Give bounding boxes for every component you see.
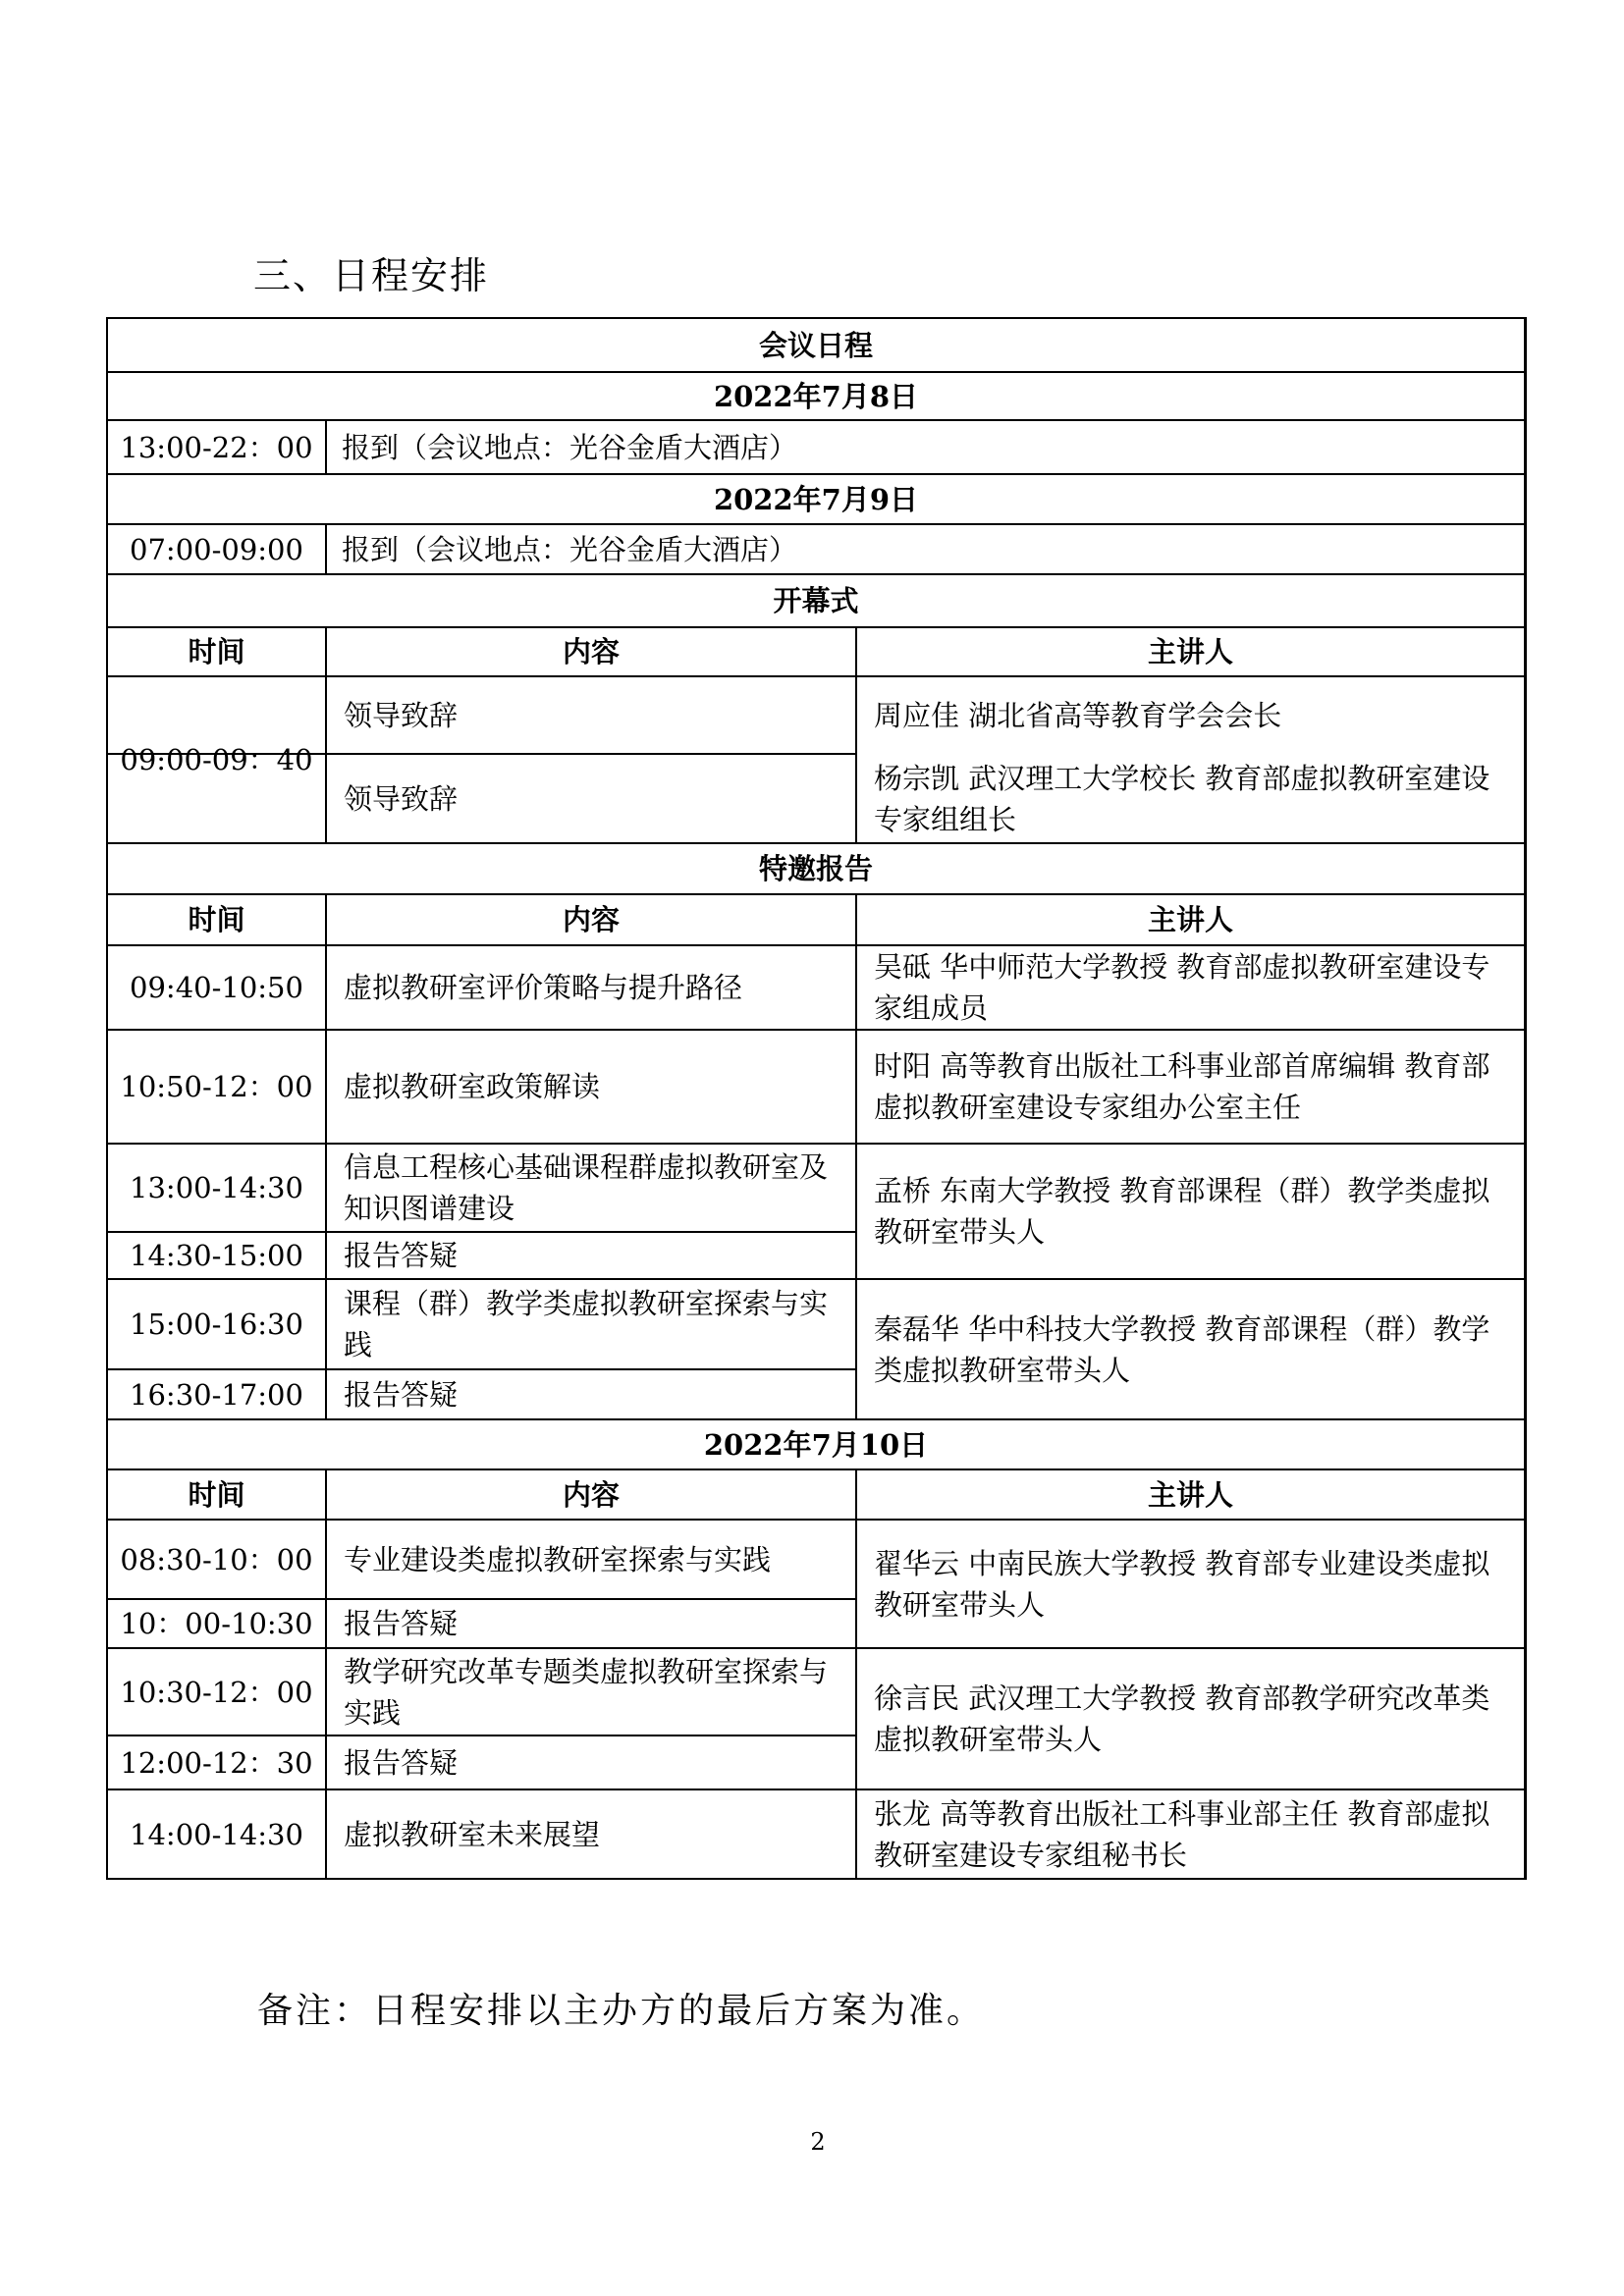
header-speaker: 主讲人 (1147, 635, 1233, 668)
col-divider (855, 1468, 857, 1880)
time-cell: 07:00-09:00 (130, 532, 303, 566)
speaker-cell: 时阳 高等教育出版社工科事业部首席编辑 教育部虚拟教研室建设专家组办公室主任 (874, 1049, 1490, 1124)
speaker-cell: 吴砥 华中师范大学教授 教育部虚拟教研室建设专家组成员 (874, 950, 1490, 1025)
header-content: 内容 (562, 635, 620, 668)
speaker-cell: 翟华云 中南民族大学教授 教育部专业建设类虚拟教研室带头人 (874, 1546, 1490, 1622)
content-cell: 专业建设类虚拟教研室探索与实践 (344, 1542, 772, 1576)
table-right-border (1524, 317, 1527, 1880)
col-divider (325, 523, 327, 573)
page-number: 2 (810, 2128, 826, 2156)
content-cell: 领导致辞 (344, 781, 459, 816)
time-cell: 10:30-12：00 (120, 1675, 313, 1709)
header-time: 时间 (188, 635, 245, 668)
header-time: 时间 (188, 903, 245, 936)
table-title: 会议日程 (758, 328, 873, 362)
content-cell: 报告答疑 (344, 1377, 459, 1412)
content-cell: 虚拟教研室未来展望 (344, 1817, 601, 1851)
header-speaker: 主讲人 (1147, 903, 1233, 936)
speaker-cell: 秦磊华 华中科技大学教授 教育部课程（群）教学类虚拟教研室带头人 (874, 1311, 1490, 1387)
time-cell: 10：00-10:30 (120, 1607, 313, 1640)
header-content: 内容 (562, 1477, 620, 1512)
content-cell: 教学研究改革专题类虚拟教研室探索与实践 (344, 1654, 829, 1730)
content-cell: 报到（会议地点：光谷金盾大酒店） (342, 532, 798, 566)
content-cell: 报告答疑 (344, 1607, 459, 1640)
time-cell: 09:00-09：40 (120, 743, 313, 776)
time-cell: 13:00-22：00 (120, 430, 313, 464)
date-row-0710: 2022年7月10日 (703, 1427, 929, 1462)
time-cell: 13:00-14:30 (130, 1171, 303, 1204)
section-special: 特邀报告 (758, 852, 873, 885)
content-cell: 领导致辞 (344, 698, 459, 732)
header-speaker: 主讲人 (1147, 1477, 1233, 1512)
time-cell: 08:30-10：00 (120, 1542, 313, 1576)
content-cell: 课程（群）教学类虚拟教研室探索与实践 (344, 1287, 829, 1362)
section-opening: 开幕式 (773, 584, 859, 617)
content-cell: 虚拟教研室政策解读 (344, 1070, 601, 1103)
date-row-0708: 2022年7月8日 (713, 379, 919, 413)
time-cell: 12:00-12：30 (120, 1745, 313, 1780)
time-cell: 16:30-17:00 (130, 1377, 303, 1412)
speaker-cell: 周应佳 湖北省高等教育学会会长 (874, 698, 1282, 732)
content-cell: 信息工程核心基础课程群虚拟教研室及知识图谱建设 (344, 1150, 829, 1225)
content-cell: 报到（会议地点：光谷金盾大酒店） (342, 430, 798, 464)
section-heading: 三、日程安排 (253, 254, 490, 297)
content-cell: 虚拟教研室评价策略与提升路径 (344, 971, 743, 1004)
speaker-cell: 孟桥 东南大学教授 教育部课程（群）教学类虚拟教研室带头人 (874, 1174, 1490, 1249)
content-cell: 报告答疑 (344, 1239, 459, 1272)
col-divider (325, 1468, 327, 1880)
col-divider (325, 419, 327, 473)
time-cell: 14:00-14:30 (130, 1817, 303, 1851)
header-time: 时间 (188, 1477, 245, 1512)
header-content: 内容 (562, 903, 620, 936)
content-cell: 报告答疑 (344, 1745, 459, 1780)
col-divider (325, 893, 327, 1418)
speaker-cell: 徐言民 武汉理工大学教授 教育部教学研究改革类虚拟教研室带头人 (874, 1682, 1490, 1756)
time-cell: 15:00-16:30 (130, 1308, 303, 1341)
time-cell: 10:50-12：00 (120, 1070, 313, 1103)
col-divider (855, 893, 857, 1418)
footnote: 备注：日程安排以主办方的最后方案为准。 (257, 1991, 986, 2031)
time-cell: 09:40-10:50 (130, 971, 303, 1004)
date-row-0709: 2022年7月9日 (713, 482, 919, 516)
speaker-cell: 杨宗凯 武汉理工大学校长 教育部虚拟教研室建设专家组组长 (874, 761, 1490, 836)
time-cell: 14:30-15:00 (130, 1239, 303, 1272)
speaker-cell: 张龙 高等教育出版社工科事业部主任 教育部虚拟教研室建设专家组秘书长 (874, 1796, 1490, 1872)
